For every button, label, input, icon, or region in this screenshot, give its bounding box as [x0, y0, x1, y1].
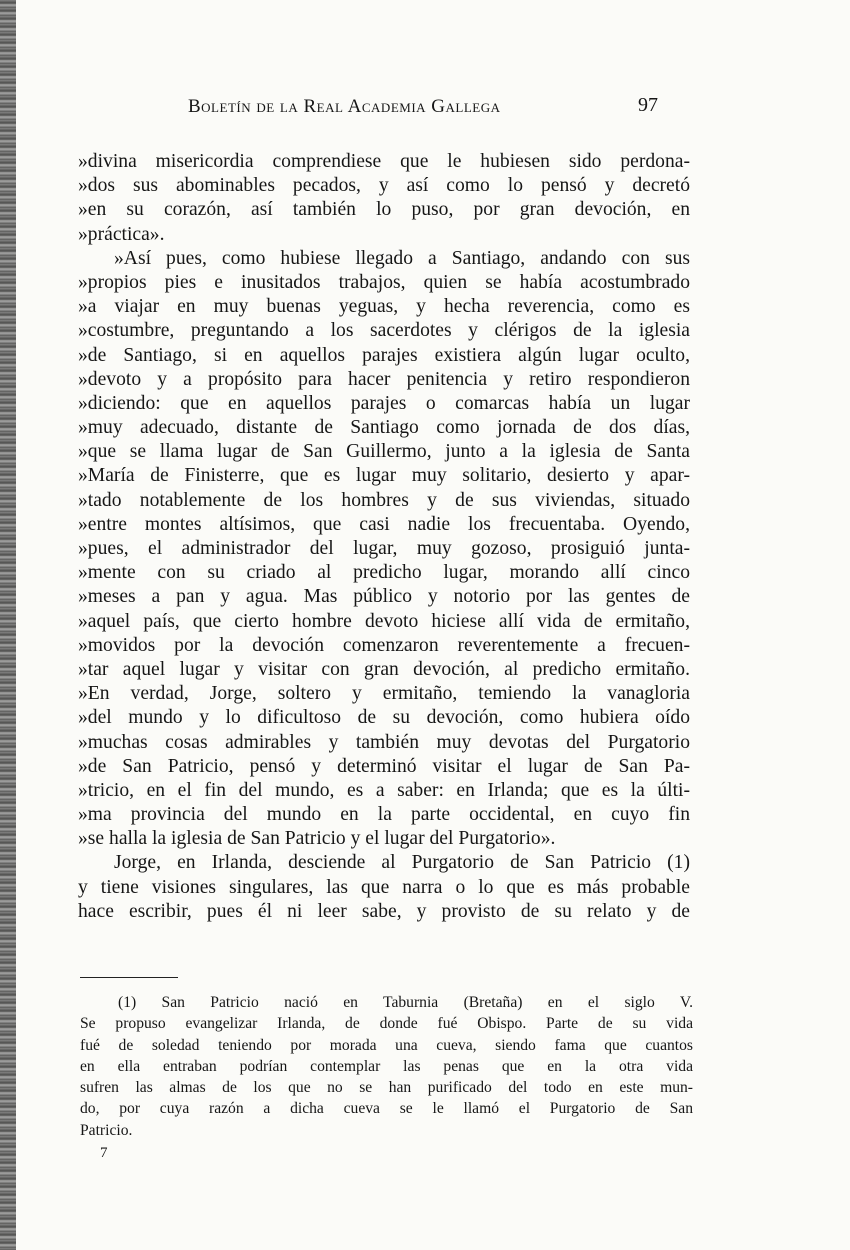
- text-line: »devoto y a propósito para hacer penitencia y retiro respondieron: [78, 368, 690, 390]
- text-line: »muy adecuado, distante de Santiago como jornada de dos días,: [78, 417, 690, 439]
- text-line: »movidos por la devoción comenzaron reverentemente a frecuen-: [78, 634, 690, 656]
- text-line: »a viajar en muy buenas yeguas, y hecha reverencia, como es: [78, 296, 690, 318]
- text-line: »práctica».: [78, 223, 165, 245]
- text-line: »pues, el administrador del lugar, muy gozoso, prosiguió junta-: [78, 538, 690, 559]
- text-line: »en su corazón, así también lo puso, por gran devoción, en: [78, 199, 690, 221]
- text-line: y tiene visiones singulares, las que narra o lo que es más probable: [78, 876, 690, 898]
- text-line: »divina misericordia comprendiese que le hubiesen sido perdona-: [78, 151, 690, 172]
- footnote-line: en ella entraban podrían contemplar las penas que en la otra vida: [80, 1057, 693, 1075]
- printer-signature-mark: 7: [100, 1145, 108, 1161]
- text-line: »que se llama lugar de San Guillermo, junto a la iglesia de Santa: [78, 441, 690, 463]
- footnote-line: sufren las almas de los que no se han purificado del todo en este mun-: [80, 1079, 693, 1097]
- footnote-line: fué de soledad teniendo por morada una cueva, siendo fama que cuantos: [80, 1036, 693, 1054]
- text-line: »tado notablemente de los hombres y de sus viviendas, situado: [78, 489, 690, 511]
- footnote-line: (1) San Patricio nació en Taburnia (Bretaña) en el siglo V.: [118, 994, 693, 1011]
- footnote-line: Patricio.: [80, 1121, 133, 1139]
- text-line: »Así pues, como hubiese llegado a Santiago, andando con sus: [114, 247, 690, 269]
- page-binding-edge: [0, 0, 16, 1250]
- footnote: [80, 992, 693, 1141]
- text-line: »meses a pan y agua. Mas público y notorio por las gentes de: [78, 586, 690, 608]
- page-number: 97: [638, 94, 658, 116]
- text-line: »propios pies e inusitados trabajos, quien se había acostumbrado: [78, 271, 690, 293]
- text-line: »dos sus abominables pecados, y así como lo pensó y decretó: [78, 175, 690, 197]
- text-line: »de San Patricio, pensó y determinó visitar el lugar de San Pa-: [78, 755, 690, 777]
- text-line: »mente con su criado al predicho lugar, morando allí cinco: [78, 562, 690, 584]
- footnote-line: Se propuso evangelizar Irlanda, de donde fué Obispo. Parte de su vida: [80, 1015, 693, 1033]
- text-line: »de Santiago, si en aquellos parajes existiera algún lugar oculto,: [78, 344, 690, 366]
- text-line: »del mundo y lo dificultoso de su devoción, como hubiera oído: [78, 707, 690, 729]
- text-line: »costumbre, preguntando a los sacerdotes y clérigos de la iglesia: [78, 320, 690, 342]
- running-head: [188, 92, 658, 126]
- text-line: »entre montes altísimos, que casi nadie los frecuentaba. Oyendo,: [78, 513, 690, 535]
- text-line: »En verdad, Jorge, soltero y ermitaño, temiendo la vanagloria: [78, 683, 690, 705]
- body-text: [78, 150, 690, 924]
- text-line: »María de Finisterre, que es lugar muy solitario, desierto y apar-: [78, 465, 690, 487]
- text-line: Jorge, en Irlanda, desciende al Purgatorio de San Patricio (1): [114, 852, 690, 874]
- text-line: »tricio, en el fin del mundo, es a saber: en Irlanda; que es la últi-: [78, 779, 690, 801]
- text-line: »muchas cosas admirables y también muy devotas del Purgatorio: [78, 731, 690, 753]
- footnote-line: do, por cuya razón a dicha cueva se le llamó el Purgatorio de San: [80, 1100, 693, 1118]
- text-line: »ma provincia del mundo en la parte occidental, en cuyo fin: [78, 804, 690, 826]
- footnote-divider: [80, 977, 178, 978]
- text-line: »se halla la iglesia de San Patricio y el lugar del Purgatorio».: [78, 828, 556, 850]
- journal-title: Boletín de la Real Academia Gallega: [188, 96, 501, 117]
- text-line: »aquel país, que cierto hombre devoto hiciese allí vida de ermitaño,: [78, 610, 690, 632]
- text-line: »diciendo: que en aquellos parajes o comarcas había un lugar: [78, 392, 690, 414]
- text-line: hace escribir, pues él ni leer sabe, y provisto de su relato y de: [78, 900, 690, 922]
- text-line: »tar aquel lugar y visitar con gran devoción, al predicho ermitaño.: [78, 658, 690, 680]
